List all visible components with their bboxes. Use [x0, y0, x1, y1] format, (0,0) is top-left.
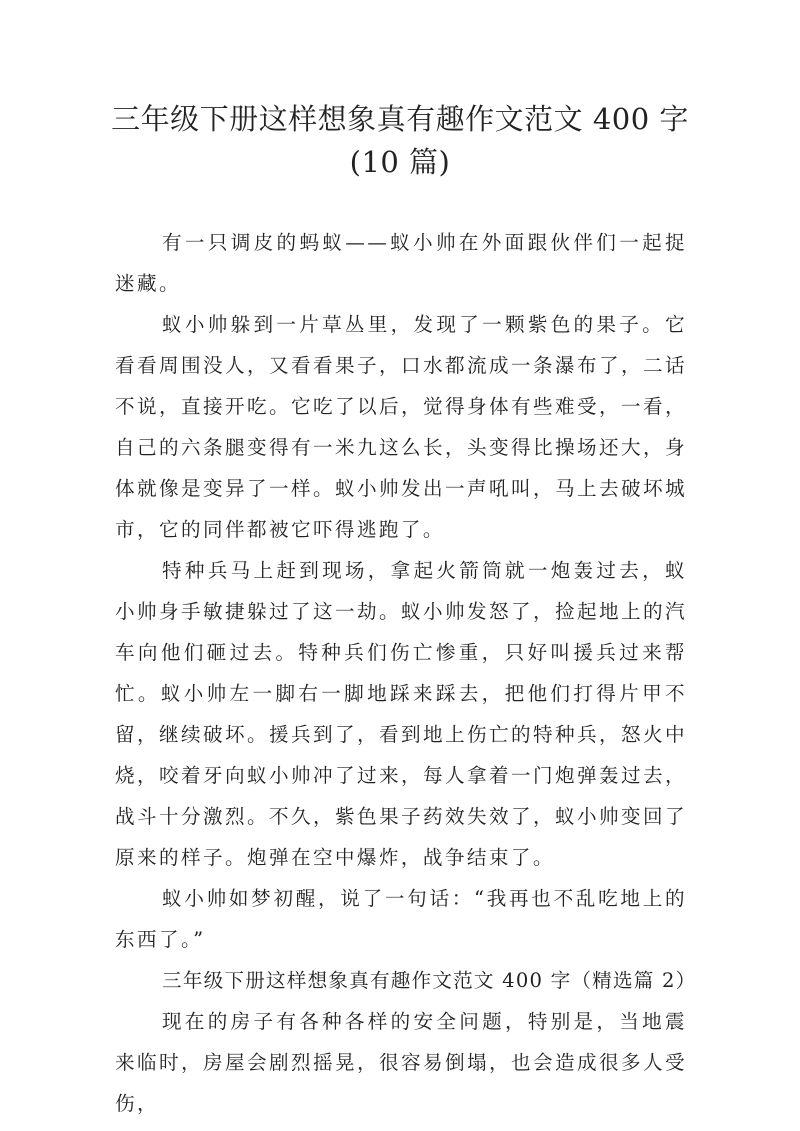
paragraph-5: 现在的房子有各种各样的安全问题，特别是，当地震来临时，房屋会剧烈摇晃，很容易倒塌，也会造成很多人受伤， — [115, 1010, 687, 1115]
title-line-2: (10 篇) — [349, 145, 451, 179]
paragraph-4: 蚁小帅如梦初醒，说了一句话：“我再也不乱吃地上的东西了。” — [115, 887, 687, 951]
paragraph-1: 有一只调皮的蚂蚁——蚁小帅在外面跟伙伴们一起捉迷藏。 — [115, 231, 687, 295]
paragraph-2: 蚁小帅躲到一片草丛里，发现了一颗紫色的果子。它看看周围没人，又看看果子，口水都流成一条瀑布了，二话不说，直接开吃。它吃了以后，觉得身体有些难受，一看，自己的六条腿变得有一米九这么长，头变得比操场还大，身体就像是变异了一样。蚁小帅发出一声吼叫，马上去破坏城市，它的同伴都被它吓得逃跑了。 — [115, 313, 687, 541]
document-body — [115, 222, 697, 1124]
paragraph-3: 特种兵马上赶到现场，拿起火箭筒就一炮轰过去，蚁小帅身手敏捷躲过了这一劫。蚁小帅发怒了，捡起地上的汽车向他们砸过去。特种兵们伤亡惨重，只好叫援兵过来帮忙。蚁小帅左一脚右一脚地踩来踩去，把他们打得片甲不留，继续破坏。援兵到了，看到地上伤亡的特种兵，怒火中烧，咬着牙向蚁小帅冲了过来，每人拿着一门炮弹轰过去，战斗十分激烈。不久，紫色果子药效失效了，蚁小帅变回了原来的样子。炮弹在空中爆炸，战争结束了。 — [115, 559, 687, 869]
section-heading-2: 三年级下册这样想象真有趣作文范文 400 字（精选篇 2） — [162, 969, 697, 992]
title-line-1: 三年级下册这样想象真有趣作文范文 400 字 — [111, 102, 689, 136]
document-title-continued — [80, 137, 720, 187]
